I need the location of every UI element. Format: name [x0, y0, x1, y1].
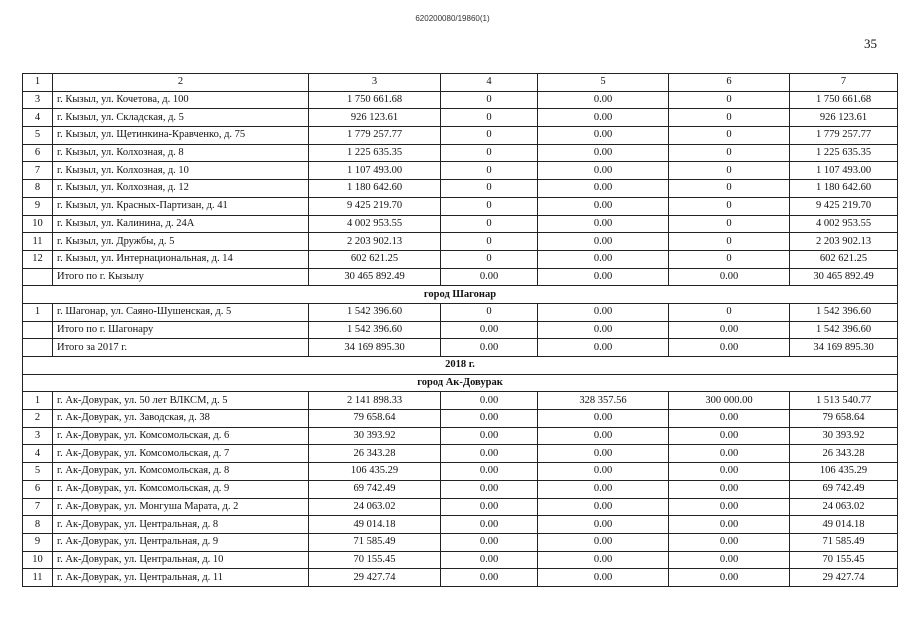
address-cell: г. Кызыл, ул. Колхозная, д. 12 [53, 180, 309, 198]
amount-cell: 602 621.25 [309, 250, 441, 268]
amount-cell: 0.00 [441, 533, 538, 551]
amount-cell: 0 [669, 109, 790, 127]
amount-cell: 0.00 [538, 215, 669, 233]
address-cell: г. Кызыл, ул. Калинина, д. 24А [53, 215, 309, 233]
row-number-cell: 4 [23, 109, 53, 127]
address-cell: г. Кызыл, ул. Интернациональная, д. 14 [53, 250, 309, 268]
amount-cell: 29 427.74 [309, 569, 441, 587]
row-number-cell [23, 339, 53, 357]
row-number-cell [23, 268, 53, 286]
row-number-cell: 8 [23, 516, 53, 534]
amount-cell: 926 123.61 [309, 109, 441, 127]
total-row [23, 268, 898, 286]
amount-cell: 2 203 902.13 [309, 233, 441, 251]
column-number: 4 [441, 74, 538, 92]
amount-cell: 24 063.02 [790, 498, 898, 516]
row-number-cell [23, 321, 53, 339]
column-number-row [23, 74, 898, 92]
column-number: 1 [23, 74, 53, 92]
amount-cell: 0.00 [538, 197, 669, 215]
amount-cell: 0.00 [538, 109, 669, 127]
amount-cell: 0.00 [441, 339, 538, 357]
amount-cell: 0.00 [669, 445, 790, 463]
amount-cell: 1 779 257.77 [309, 127, 441, 145]
table-row [23, 215, 898, 233]
amount-cell: 0.00 [669, 427, 790, 445]
amount-cell: 0.00 [669, 533, 790, 551]
amount-cell: 328 357.56 [538, 392, 669, 410]
amount-cell: 1 107 493.00 [309, 162, 441, 180]
amount-cell: 0.00 [538, 569, 669, 587]
table-row [23, 445, 898, 463]
row-number-cell: 9 [23, 197, 53, 215]
amount-cell: 29 427.74 [790, 569, 898, 587]
amount-cell: 69 742.49 [790, 480, 898, 498]
amount-cell: 30 393.92 [790, 427, 898, 445]
table-row [23, 233, 898, 251]
amount-cell: 1 180 642.60 [790, 180, 898, 198]
amount-cell: 0.00 [538, 498, 669, 516]
amount-cell: 0.00 [669, 498, 790, 516]
amount-cell: 30 465 892.49 [309, 268, 441, 286]
page-number: 35 [864, 36, 877, 51]
amount-cell: 0.00 [538, 91, 669, 109]
table-row [23, 410, 898, 428]
table-row [23, 551, 898, 569]
amount-cell: 0.00 [669, 516, 790, 534]
section-header-row [23, 374, 898, 392]
amount-cell: 71 585.49 [309, 533, 441, 551]
amount-cell: 1 107 493.00 [790, 162, 898, 180]
address-cell: г. Кызыл, ул. Колхозная, д. 8 [53, 144, 309, 162]
table-row [23, 162, 898, 180]
column-number: 2 [53, 74, 309, 92]
amount-cell: 1 542 396.60 [309, 321, 441, 339]
row-number-cell: 5 [23, 127, 53, 145]
row-number-cell: 10 [23, 551, 53, 569]
amount-cell: 0.00 [538, 410, 669, 428]
address-cell: г. Ак-Довурак, ул. Центральная, д. 8 [53, 516, 309, 534]
address-cell: г. Кызыл, ул. Красных-Партизан, д. 41 [53, 197, 309, 215]
amount-cell: 69 742.49 [309, 480, 441, 498]
amount-cell: 0.00 [538, 127, 669, 145]
amount-cell: 0 [441, 233, 538, 251]
amount-cell: 106 435.29 [790, 463, 898, 481]
table-row [23, 498, 898, 516]
column-number: 3 [309, 74, 441, 92]
amount-cell: 0 [441, 127, 538, 145]
row-number-cell: 8 [23, 180, 53, 198]
amount-cell: 49 014.18 [309, 516, 441, 534]
amount-cell: 0 [441, 250, 538, 268]
amount-cell: 0.00 [441, 463, 538, 481]
amount-cell: 2 141 898.33 [309, 392, 441, 410]
address-cell: г. Кызыл, ул. Щетинкина-Кравченко, д. 75 [53, 127, 309, 145]
amount-cell: 0.00 [538, 551, 669, 569]
amount-cell: 0.00 [538, 268, 669, 286]
section-title: 2018 г. [23, 357, 898, 375]
amount-cell: 0.00 [441, 268, 538, 286]
amount-cell: 34 169 895.30 [790, 339, 898, 357]
table-row [23, 180, 898, 198]
amount-cell: 0 [669, 127, 790, 145]
amount-cell: 1 513 540.77 [790, 392, 898, 410]
amount-cell: 0.00 [538, 162, 669, 180]
amount-cell: 4 002 953.55 [790, 215, 898, 233]
address-cell: Итого по г. Кызылу [53, 268, 309, 286]
amount-cell: 1 542 396.60 [790, 321, 898, 339]
row-number-cell: 7 [23, 162, 53, 180]
row-number-cell: 10 [23, 215, 53, 233]
amount-cell: 0.00 [538, 321, 669, 339]
amount-cell: 0.00 [669, 410, 790, 428]
row-number-cell: 6 [23, 144, 53, 162]
section-title: город Шагонар [23, 286, 898, 304]
amount-cell: 30 465 892.49 [790, 268, 898, 286]
amount-cell: 0 [441, 109, 538, 127]
amount-cell: 1 542 396.60 [309, 303, 441, 321]
amount-cell: 0.00 [538, 427, 669, 445]
amount-cell: 0.00 [441, 392, 538, 410]
table-row [23, 392, 898, 410]
amount-cell: 9 425 219.70 [790, 197, 898, 215]
table-row [23, 427, 898, 445]
address-cell: г. Кызыл, ул. Дружбы, д. 5 [53, 233, 309, 251]
amount-cell: 0 [669, 233, 790, 251]
document-id: 620200080/19860(1) [415, 14, 490, 23]
table-row [23, 480, 898, 498]
section-title: город Ак-Довурак [23, 374, 898, 392]
address-cell: г. Ак-Довурак, ул. 50 лет ВЛКСМ, д. 5 [53, 392, 309, 410]
row-number-cell: 3 [23, 91, 53, 109]
amount-cell: 0.00 [669, 463, 790, 481]
row-number-cell: 11 [23, 233, 53, 251]
section-header-row [23, 357, 898, 375]
amount-cell: 0.00 [538, 339, 669, 357]
table-row [23, 109, 898, 127]
amount-cell: 1 750 661.68 [790, 91, 898, 109]
address-cell: г. Ак-Довурак, ул. Центральная, д. 11 [53, 569, 309, 587]
row-number-cell: 7 [23, 498, 53, 516]
row-number-cell: 4 [23, 445, 53, 463]
data-table [22, 73, 898, 587]
amount-cell: 0 [669, 250, 790, 268]
amount-cell: 0.00 [538, 180, 669, 198]
table-row [23, 144, 898, 162]
row-number-cell: 2 [23, 410, 53, 428]
amount-cell: 0 [669, 162, 790, 180]
amount-cell: 4 002 953.55 [309, 215, 441, 233]
address-cell: г. Кызыл, ул. Кочетова, д. 100 [53, 91, 309, 109]
table-row [23, 463, 898, 481]
amount-cell: 0.00 [669, 321, 790, 339]
amount-cell: 0.00 [441, 516, 538, 534]
amount-cell: 0.00 [538, 233, 669, 251]
table-row [23, 533, 898, 551]
amount-cell: 70 155.45 [309, 551, 441, 569]
amount-cell: 0.00 [441, 427, 538, 445]
amount-cell: 0 [441, 303, 538, 321]
amount-cell: 1 180 642.60 [309, 180, 441, 198]
address-cell: г. Ак-Довурак, ул. Комсомольская, д. 8 [53, 463, 309, 481]
address-cell: Итого за 2017 г. [53, 339, 309, 357]
table-body [23, 91, 898, 586]
amount-cell: 0 [441, 91, 538, 109]
amount-cell: 0.00 [441, 551, 538, 569]
amount-cell: 0 [441, 162, 538, 180]
column-number: 5 [538, 74, 669, 92]
row-number-cell: 5 [23, 463, 53, 481]
amount-cell: 0.00 [669, 551, 790, 569]
amount-cell: 0 [669, 303, 790, 321]
table-row [23, 303, 898, 321]
amount-cell: 1 225 635.35 [309, 144, 441, 162]
table-row [23, 127, 898, 145]
amount-cell: 106 435.29 [309, 463, 441, 481]
address-cell: г. Шагонар, ул. Саяно-Шушенская, д. 5 [53, 303, 309, 321]
amount-cell: 0.00 [441, 569, 538, 587]
amount-cell: 2 203 902.13 [790, 233, 898, 251]
amount-cell: 0.00 [538, 250, 669, 268]
amount-cell: 602 621.25 [790, 250, 898, 268]
row-number-cell: 12 [23, 250, 53, 268]
amount-cell: 0.00 [538, 516, 669, 534]
address-cell: г. Ак-Довурак, ул. Заводская, д. 38 [53, 410, 309, 428]
amount-cell: 0.00 [669, 480, 790, 498]
address-cell: г. Кызыл, ул. Колхозная, д. 10 [53, 162, 309, 180]
amount-cell: 1 779 257.77 [790, 127, 898, 145]
table-row [23, 197, 898, 215]
amount-cell: 0.00 [669, 268, 790, 286]
table-row [23, 250, 898, 268]
amount-cell: 300 000.00 [669, 392, 790, 410]
amount-cell: 0 [441, 144, 538, 162]
amount-cell: 0 [669, 144, 790, 162]
total-row [23, 321, 898, 339]
amount-cell: 0 [669, 197, 790, 215]
address-cell: г. Ак-Довурак, ул. Комсомольская, д. 6 [53, 427, 309, 445]
amount-cell: 0 [441, 197, 538, 215]
column-number: 7 [790, 74, 898, 92]
row-number-cell: 1 [23, 392, 53, 410]
total-row [23, 339, 898, 357]
amount-cell: 0.00 [538, 480, 669, 498]
amount-cell: 34 169 895.30 [309, 339, 441, 357]
amount-cell: 49 014.18 [790, 516, 898, 534]
row-number-cell: 1 [23, 303, 53, 321]
row-number-cell: 6 [23, 480, 53, 498]
amount-cell: 0.00 [538, 533, 669, 551]
amount-cell: 0.00 [441, 480, 538, 498]
amount-cell: 0 [441, 180, 538, 198]
amount-cell: 0.00 [669, 569, 790, 587]
row-number-cell: 11 [23, 569, 53, 587]
amount-cell: 0.00 [441, 498, 538, 516]
amount-cell: 26 343.28 [790, 445, 898, 463]
amount-cell: 0.00 [538, 463, 669, 481]
amount-cell: 0 [441, 215, 538, 233]
amount-cell: 24 063.02 [309, 498, 441, 516]
amount-cell: 0 [669, 91, 790, 109]
amount-cell: 0.00 [538, 445, 669, 463]
address-cell: г. Ак-Довурак, ул. Монгуша Марата, д. 2 [53, 498, 309, 516]
row-number-cell: 3 [23, 427, 53, 445]
table-row [23, 569, 898, 587]
address-cell: Итого по г. Шагонару [53, 321, 309, 339]
amount-cell: 1 750 661.68 [309, 91, 441, 109]
address-cell: г. Ак-Довурак, ул. Центральная, д. 9 [53, 533, 309, 551]
amount-cell: 70 155.45 [790, 551, 898, 569]
column-number: 6 [669, 74, 790, 92]
amount-cell: 26 343.28 [309, 445, 441, 463]
row-number-cell: 9 [23, 533, 53, 551]
section-header-row [23, 286, 898, 304]
table-row [23, 91, 898, 109]
amount-cell: 0.00 [441, 410, 538, 428]
table-row [23, 516, 898, 534]
amount-cell: 0.00 [441, 445, 538, 463]
amount-cell: 0 [669, 180, 790, 198]
amount-cell: 79 658.64 [309, 410, 441, 428]
amount-cell: 0.00 [538, 303, 669, 321]
amount-cell: 9 425 219.70 [309, 197, 441, 215]
address-cell: г. Ак-Довурак, ул. Комсомольская, д. 7 [53, 445, 309, 463]
amount-cell: 71 585.49 [790, 533, 898, 551]
amount-cell: 79 658.64 [790, 410, 898, 428]
amount-cell: 30 393.92 [309, 427, 441, 445]
amount-cell: 0.00 [538, 144, 669, 162]
amount-cell: 1 542 396.60 [790, 303, 898, 321]
address-cell: г. Кызыл, ул. Складская, д. 5 [53, 109, 309, 127]
amount-cell: 0.00 [669, 339, 790, 357]
amount-cell: 0 [669, 215, 790, 233]
amount-cell: 0.00 [441, 321, 538, 339]
amount-cell: 1 225 635.35 [790, 144, 898, 162]
amount-cell: 926 123.61 [790, 109, 898, 127]
address-cell: г. Ак-Довурак, ул. Центральная, д. 10 [53, 551, 309, 569]
address-cell: г. Ак-Довурак, ул. Комсомольская, д. 9 [53, 480, 309, 498]
